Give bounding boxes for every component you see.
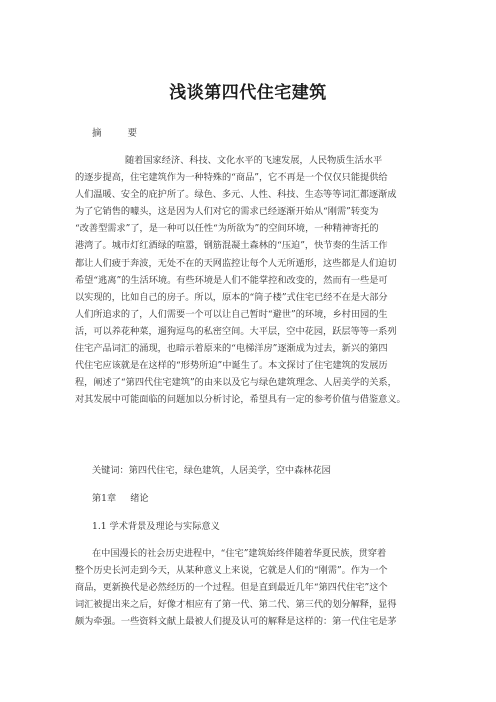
abstract-line: 对其发展中可能面临的问题加以分析讨论，希望具有一定的参考价值与借鉴意义。 (75, 394, 406, 406)
abstract-line: 随着国家经济、科技、文化水平的飞速发展，人民物质生活水平 (125, 155, 383, 166)
chapter-title: 绪论 (130, 493, 149, 504)
abstract-heading (92, 125, 137, 139)
abstract-line: 希望“逃离”的生活环境。有些环境是人们不能掌控和改变的，然而有一些是可 (75, 274, 388, 286)
body-paragraph (75, 545, 435, 630)
body-line: 颇为牵强。一些资料文献上最被人们提及认可的解释是这样的：第一代住宅是茅 (75, 616, 397, 628)
chapter-number: 第1章 (92, 493, 117, 504)
abstract-label-char-2: 要 (127, 128, 138, 139)
body-line: 商品，更新换代是必然经历的一个过程。但是直到最近几年“第四代住宅”这个 (75, 582, 388, 594)
body-line: 整个历史长河走到今天，从某种意义上来说，它就是人们的“刚需”。作为一个 (75, 565, 388, 577)
abstract-line: 人们温暖、安全的庇护所了。绿色、多元、人性、科技、生态等等词汇都逐渐成 (75, 189, 397, 201)
abstract-line: 住宅产品词汇的涌现，也暗示着原来的“电梯洋房”逐渐成为过去，新兴的第四 (75, 343, 388, 355)
abstract-line: 程，阐述了“第四代住宅建筑”的由来以及它与绿色建筑理念、人居美学的关系， (75, 377, 397, 389)
abstract-line: 活，可以养花种菜，遛狗逗鸟的私密空间。大平层，空中花园，跃层等等一系列 (75, 325, 397, 337)
chapter-heading (92, 490, 149, 504)
abstract-line: 都让人们疲于奔波，无处不在的天网监控让每个人无所遁形，这些都是人们迫切 (75, 257, 397, 269)
abstract-label-char-1: 摘 (92, 128, 102, 139)
abstract-line: 的逐步提高，住宅建筑作为一种特殊的“商品”，它不再是一个仅仅只能提供给 (75, 172, 388, 184)
abstract-line: 为了它销售的噱头，这是因为人们对它的需求已经逐渐开始从“刚需”转变为 (75, 206, 379, 218)
abstract-line: 人们所追求的了，人们需要一个可以让自己暂时“避世”的环境，乡村田园的生 (75, 308, 388, 320)
abstract-line: “改善型需求”了，是一种可以任性“为所欲为”的空间环境，一种精神寄托的 (75, 223, 379, 235)
document-title: 浅谈第四代住宅建筑 (169, 83, 327, 103)
body-line: 在中国漫长的社会历史进程中，“住宅”建筑始终伴随着华夏民族，贯穿着 (92, 548, 387, 559)
abstract-body (75, 152, 435, 408)
abstract-line: 以实现的，比如自己的房子。所以，原本的“筒子楼”式住宅已经不在是大部分 (75, 291, 388, 303)
body-line: 词汇被提出来之后，好像才相应有了第一代、第二代、第三代的划分解释，显得 (75, 599, 397, 611)
abstract-line: 代住宅应该就是在这样的“形势所迫”中诞生了。本文探讨了住宅建筑的发展历 (75, 360, 388, 372)
section-heading: 1.1 学术背景及理论与实际意义 (92, 521, 220, 532)
abstract-line: 港湾了。城市灯红酒绿的喧嚣，钢筋混凝土森林的“压迫”，快节奏的生活工作 (75, 240, 388, 252)
keywords-line: 关键词：第四代住宅，绿色建筑，人居美学，空中森林花园 (92, 465, 331, 476)
